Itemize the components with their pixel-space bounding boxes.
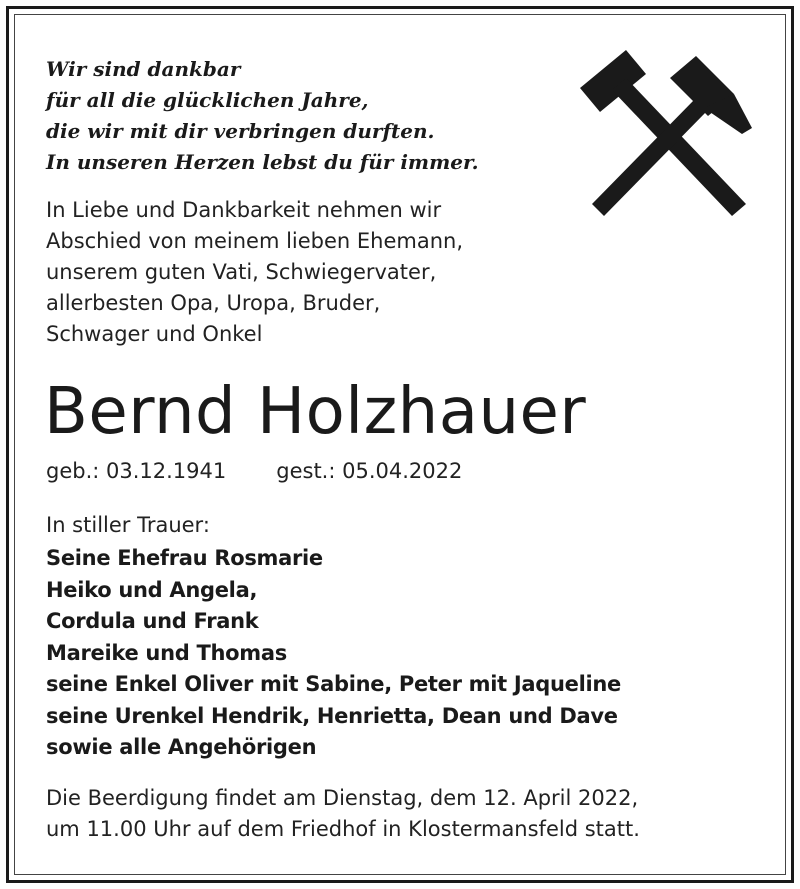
hammer-and-pick-icon — [566, 48, 758, 220]
mourners-list — [46, 543, 621, 764]
life-dates — [46, 456, 462, 486]
mourner-line: Heiko und Angela, — [46, 577, 258, 602]
intro-line: Abschied von meinem lieben Ehemann, — [46, 229, 464, 253]
mourner-line: seine Enkel Oliver mit Sabine, Peter mit Jaqueline — [46, 672, 621, 696]
death-date: gest.: 05.04.2022 — [276, 459, 463, 483]
funeral-notice — [46, 783, 640, 845]
mourner-line: seine Urenkel Hendrik, Henrietta, Dean und Dave — [46, 703, 618, 728]
funeral-line: Die Beerdigung findet am Dienstag, dem 12. April 2022, — [46, 786, 639, 810]
motto-line: die wir mit dir verbringen durften. — [46, 119, 435, 143]
mourner-line: Cordula und Frank — [46, 609, 259, 633]
intro-line: allerbesten Opa, Uropa, Bruder, — [46, 291, 381, 315]
birth-date: geb.: 03.12.1941 — [46, 459, 227, 483]
intro-line: Schwager und Onkel — [46, 322, 263, 346]
funeral-line: um 11.00 Uhr auf dem Friedhof in Klostermansfeld statt. — [46, 817, 640, 841]
motto-line: für all die glücklichen Jahre, — [46, 88, 369, 112]
motto-line: In unseren Herzen lebst du für immer. — [46, 150, 479, 174]
intro-line: In Liebe und Dankbarkeit nehmen wir — [46, 198, 442, 222]
intro-line: unserem guten Vati, Schwiegervater, — [46, 260, 437, 284]
mourner-line: Mareike und Thomas — [46, 640, 287, 665]
mourner-line: sowie alle Angehörigen — [46, 735, 317, 759]
intro-text — [46, 195, 463, 350]
mourner-line: Seine Ehefrau Rosmarie — [46, 546, 323, 570]
motto — [46, 54, 479, 178]
motto-line: Wir sind dankbar — [46, 57, 241, 81]
mourning-label: In stiller Trauer: — [46, 513, 210, 537]
deceased-name: Bernd Holzhauer — [44, 375, 587, 449]
